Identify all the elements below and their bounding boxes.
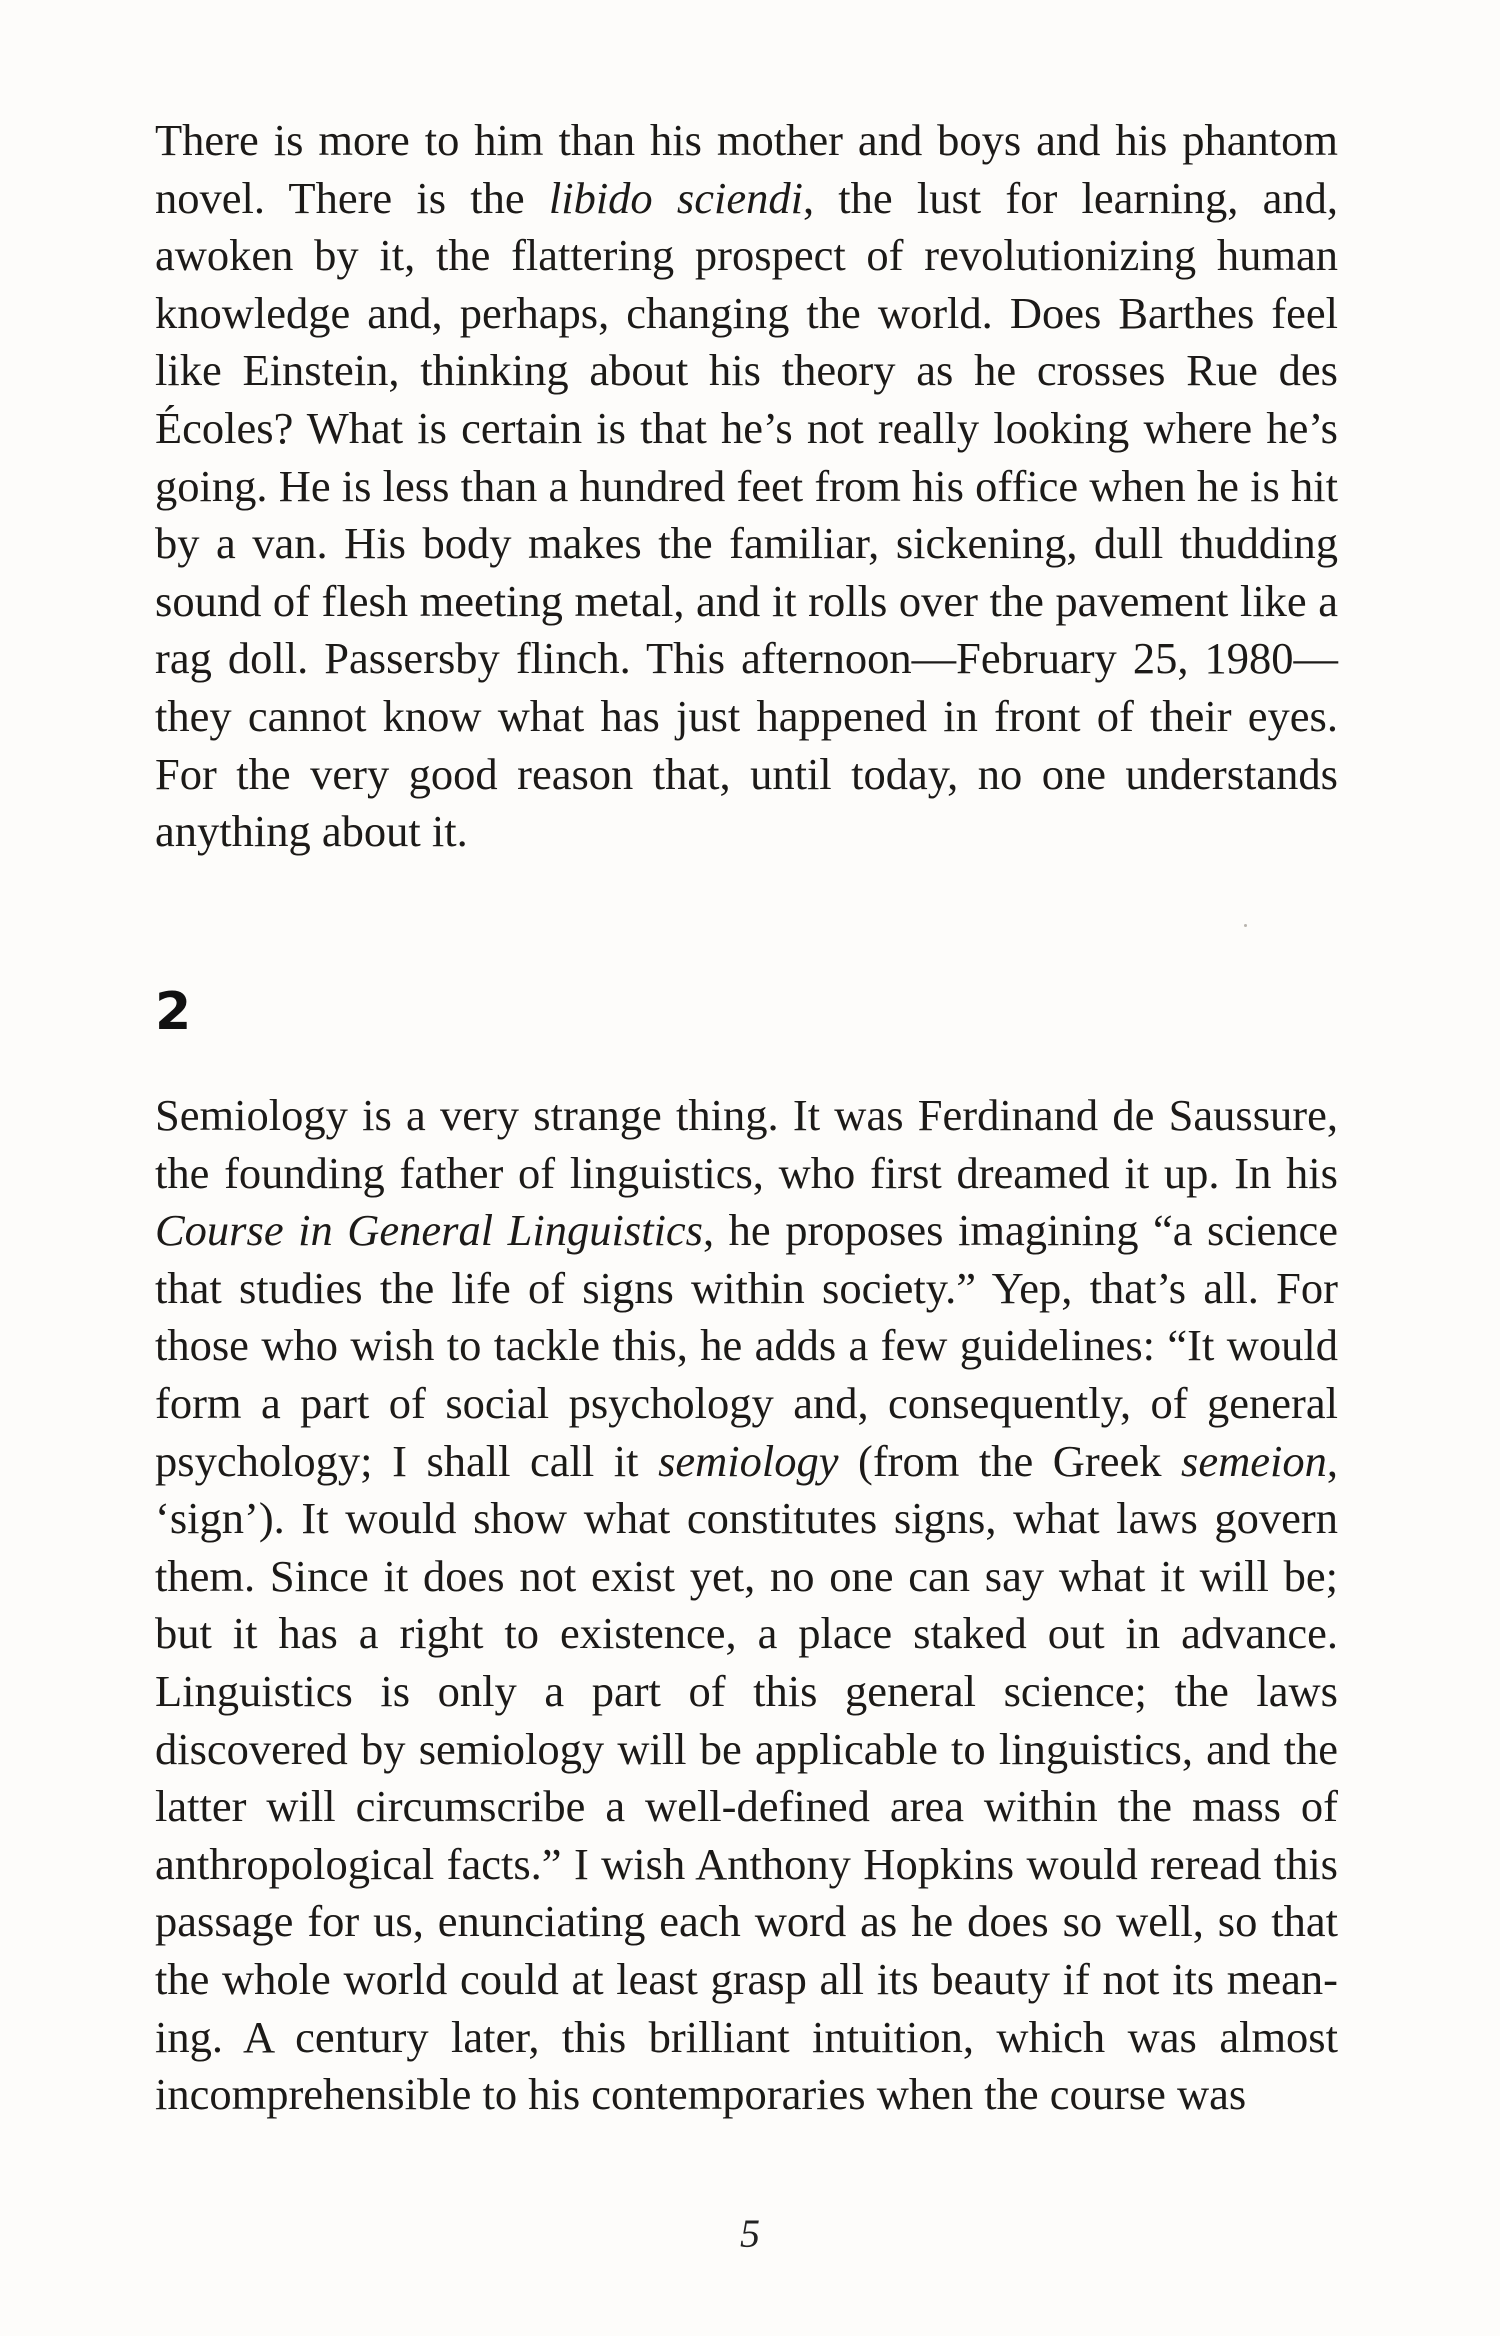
paragraph-barthes-accident	[155, 112, 1338, 861]
italic-term-semiology: semiology	[658, 1435, 839, 1486]
paragraph-text: , ‘sign’). It would show what constitutes signs, what laws govern them. Since it does not exist yet, no one can say what it will be; but it has a right to existence, a place staked out in advance. Linguistics is only a part of this general science; the laws discovered by semiology will be applicable to linguistics, and the latter will circumscribe a well-defined area within the mass of anthropological facts.” I wish Anthony Hopkins would reread this passage for us, enunciating each word as he does so well, so that the whole world could at least grasp all its beauty if not its meaning. A century later, this brilliant intuition, which was almost incomprehensible to his contemporaries when the course was	[155, 1435, 1338, 2120]
paper-speck	[1244, 924, 1247, 927]
paragraph-text: , the lust for learning, and, awoken by it, the flattering prospect of revolutionizing human knowledge and, perhaps, changing the world. Does Barthes feel like Einstein, thinking about his theory as he crosses Rue des Écoles? What is certain is that he’s not really looking where he’s going. He is less than a hundred feet from his office when he is hit by a van. His body makes the familiar, sickening, dull thudding sound of flesh meeting metal, and it rolls over the pavement like a rag doll. Passersby flinch. This afternoon—February 25, 1980—they cannot know what has just happened in front of their eyes. For the very good reason that, until today, no one understands anything about it.	[155, 172, 1338, 857]
italic-title-course-in-general-linguistics: Course in General Linguistics	[155, 1205, 703, 1256]
paragraph-text: Semiology is a very strange thing. It was Ferdinand de Saussure, the founding father of linguistics, who first dreamed it up. In his	[155, 1090, 1338, 1198]
paragraph-text: , he proposes imagining “a science that studies the life of signs within society.” Yep, that’s all. For those who wish to tackle this, he adds a few guidelines: “It would form a part of social psychology and, consequently, of general psychology; I shall call it	[155, 1205, 1338, 1486]
paragraph-semiology	[155, 1087, 1338, 2124]
section-number: 2	[155, 982, 192, 1042]
paragraph-text: (from the Greek	[838, 1435, 1182, 1486]
italic-term-semeion: semeion	[1181, 1435, 1327, 1486]
page-number: 5	[740, 2211, 760, 2256]
italic-term-libido-sciendi: libido sciendi	[548, 172, 803, 223]
paragraph-text: There is more to him than his mother and boys and his phantom novel. There is the	[155, 115, 1338, 223]
section-text-block	[155, 1087, 1338, 2124]
opening-text-block	[155, 112, 1338, 861]
